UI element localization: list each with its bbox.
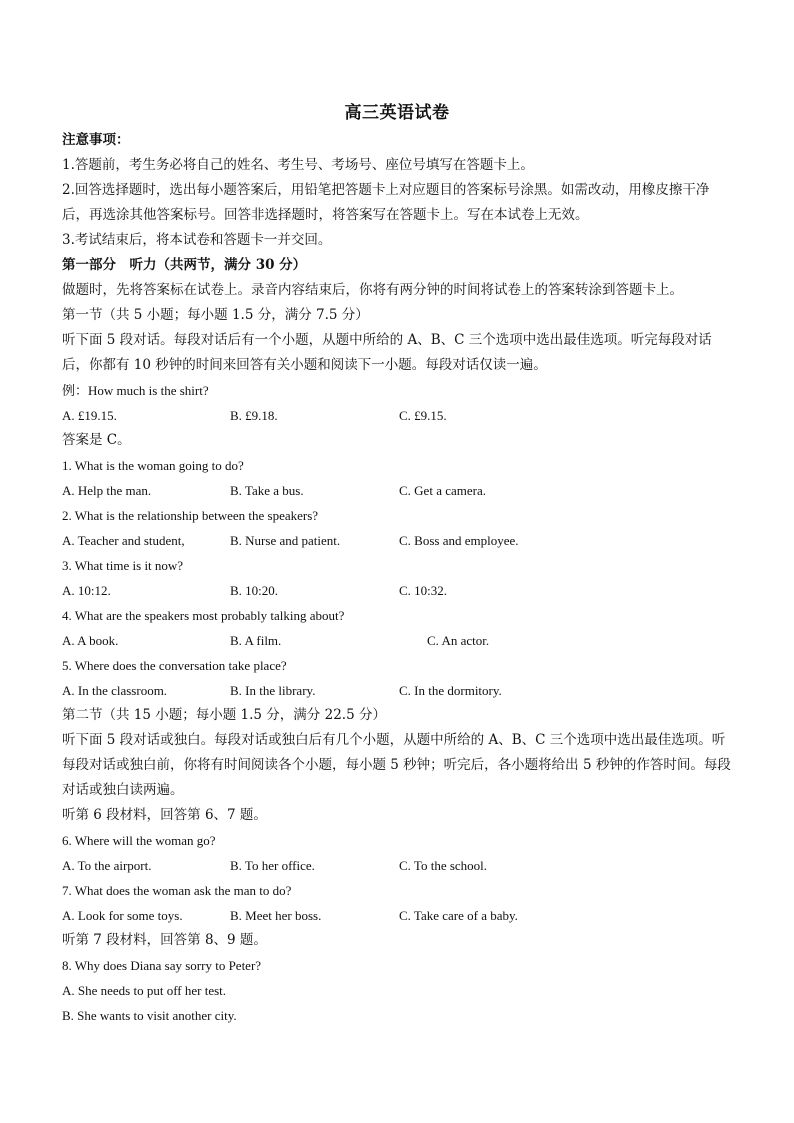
option-c: C. In the dormitory. — [399, 683, 502, 698]
question-2: 2. What is the relationship between the speakers? — [62, 508, 319, 523]
note-item-2: 2.回答选择题时，选出每小题答案后，用铅笔把答题卡上对应题目的答案标号涂黑。如需改动，用橡皮擦干净后，再选涂其他答案标号。回答非选择题时，将答案写在答题卡上。写在本试卷上无效。 — [62, 182, 710, 223]
option-a: A. A book. — [62, 633, 119, 648]
option-c: C. 10:32. — [399, 583, 448, 598]
note-item-1: 1.答题前，考生务必将自己的姓名、考生号、考场号、座位号填写在答题卡上。 — [62, 157, 534, 173]
option-a: A. 10:12. — [62, 583, 111, 598]
group-6-heading: 听第 6 段材料，回答第 6、7 题。 — [62, 807, 267, 823]
option-a: A. Teacher and student, — [62, 533, 185, 548]
exam-title: 高三英语试卷 — [344, 103, 450, 123]
option-a: A. £19.15. — [62, 408, 117, 423]
example-answer: 答案是 C。 — [62, 432, 131, 448]
group-7-heading: 听第 7 段材料，回答第 8、9 题。 — [62, 932, 267, 948]
section1-heading: 第一节（共 5 小题；每小题 1.5 分，满分 7.5 分） — [62, 307, 369, 323]
option-a: A. To the airport. — [62, 858, 152, 873]
example-question: 例：How much is the shirt? — [62, 383, 209, 398]
notes-heading: 注意事项： — [62, 132, 130, 148]
section1-instructions: 听下面 5 段对话。每段对话后有一个小题，从题中所给的 A、B、C 三个选项中选出最佳选项。听完每段对话后，你都有 10 秒钟的时间来回答有关小题和阅读下一小题。每段对话仅读一遍。 — [62, 332, 712, 373]
option-b: B. Nurse and patient. — [230, 533, 341, 548]
question-8-option-b: B. She wants to visit another city. — [62, 1008, 237, 1023]
question-5: 5. Where does the conversation take place? — [62, 658, 287, 673]
question-4-options — [62, 628, 734, 653]
part1-intro: 做题时，先将答案标在试卷上。录音内容结束后，你将有两分钟的时间将试卷上的答案转涂到答题卡上。 — [62, 282, 683, 298]
option-b: B. 10:20. — [230, 583, 279, 598]
question-6-options — [62, 853, 734, 878]
option-a: A. Look for some toys. — [62, 908, 183, 923]
note-item-3: 3.考试结束后，将本试卷和答题卡一并交回。 — [62, 232, 332, 248]
option-b: B. £9.18. — [230, 408, 278, 423]
option-c: C. Get a camera. — [399, 483, 486, 498]
question-8: 8. Why does Diana say sorry to Peter? — [62, 958, 262, 973]
question-1-options — [62, 478, 734, 503]
option-a: A. Help the man. — [62, 483, 152, 498]
exam-content — [62, 128, 734, 1028]
question-8-option-a: A. She needs to put off her test. — [62, 983, 227, 998]
example-options — [62, 403, 734, 428]
question-3-options — [62, 578, 734, 603]
option-c: C. Take care of a baby. — [399, 908, 518, 923]
question-3: 3. What time is it now? — [62, 558, 184, 573]
option-c: C. £9.15. — [399, 408, 447, 423]
section2-heading: 第二节（共 15 小题；每小题 1.5 分，满分 22.5 分） — [62, 707, 386, 723]
option-c: C. Boss and employee. — [399, 533, 519, 548]
option-b: B. A film. — [230, 633, 282, 648]
question-2-options — [62, 528, 734, 553]
question-1: 1. What is the woman going to do? — [62, 458, 244, 473]
section2-instructions: 听下面 5 段对话或独白。每段对话或独白后有几个小题，从题中所给的 A、B、C 三个选项中选出最佳选项。听每段对话或独白前，你将有时间阅读各个小题，每小题 5 秒钟；听完后，各小题将给出 5 秒钟的作答时间。每段对话或独白读两遍。 — [62, 732, 731, 798]
question-7: 7. What does the woman ask the man to do? — [62, 883, 292, 898]
question-5-options — [62, 678, 734, 703]
option-c: C. To the school. — [399, 858, 488, 873]
part1-heading: 第一部分 听力（共两节，满分 30 分） — [62, 257, 307, 273]
option-b: B. In the library. — [230, 683, 316, 698]
option-b: B. To her office. — [230, 858, 315, 873]
question-4: 4. What are the speakers most probably talking about? — [62, 608, 345, 623]
option-b: B. Take a bus. — [230, 483, 304, 498]
option-a: A. In the classroom. — [62, 683, 168, 698]
question-7-options — [62, 903, 734, 928]
option-c: C. An actor. — [427, 633, 490, 648]
option-b: B. Meet her boss. — [230, 908, 322, 923]
question-6: 6. Where will the woman go? — [62, 833, 216, 848]
